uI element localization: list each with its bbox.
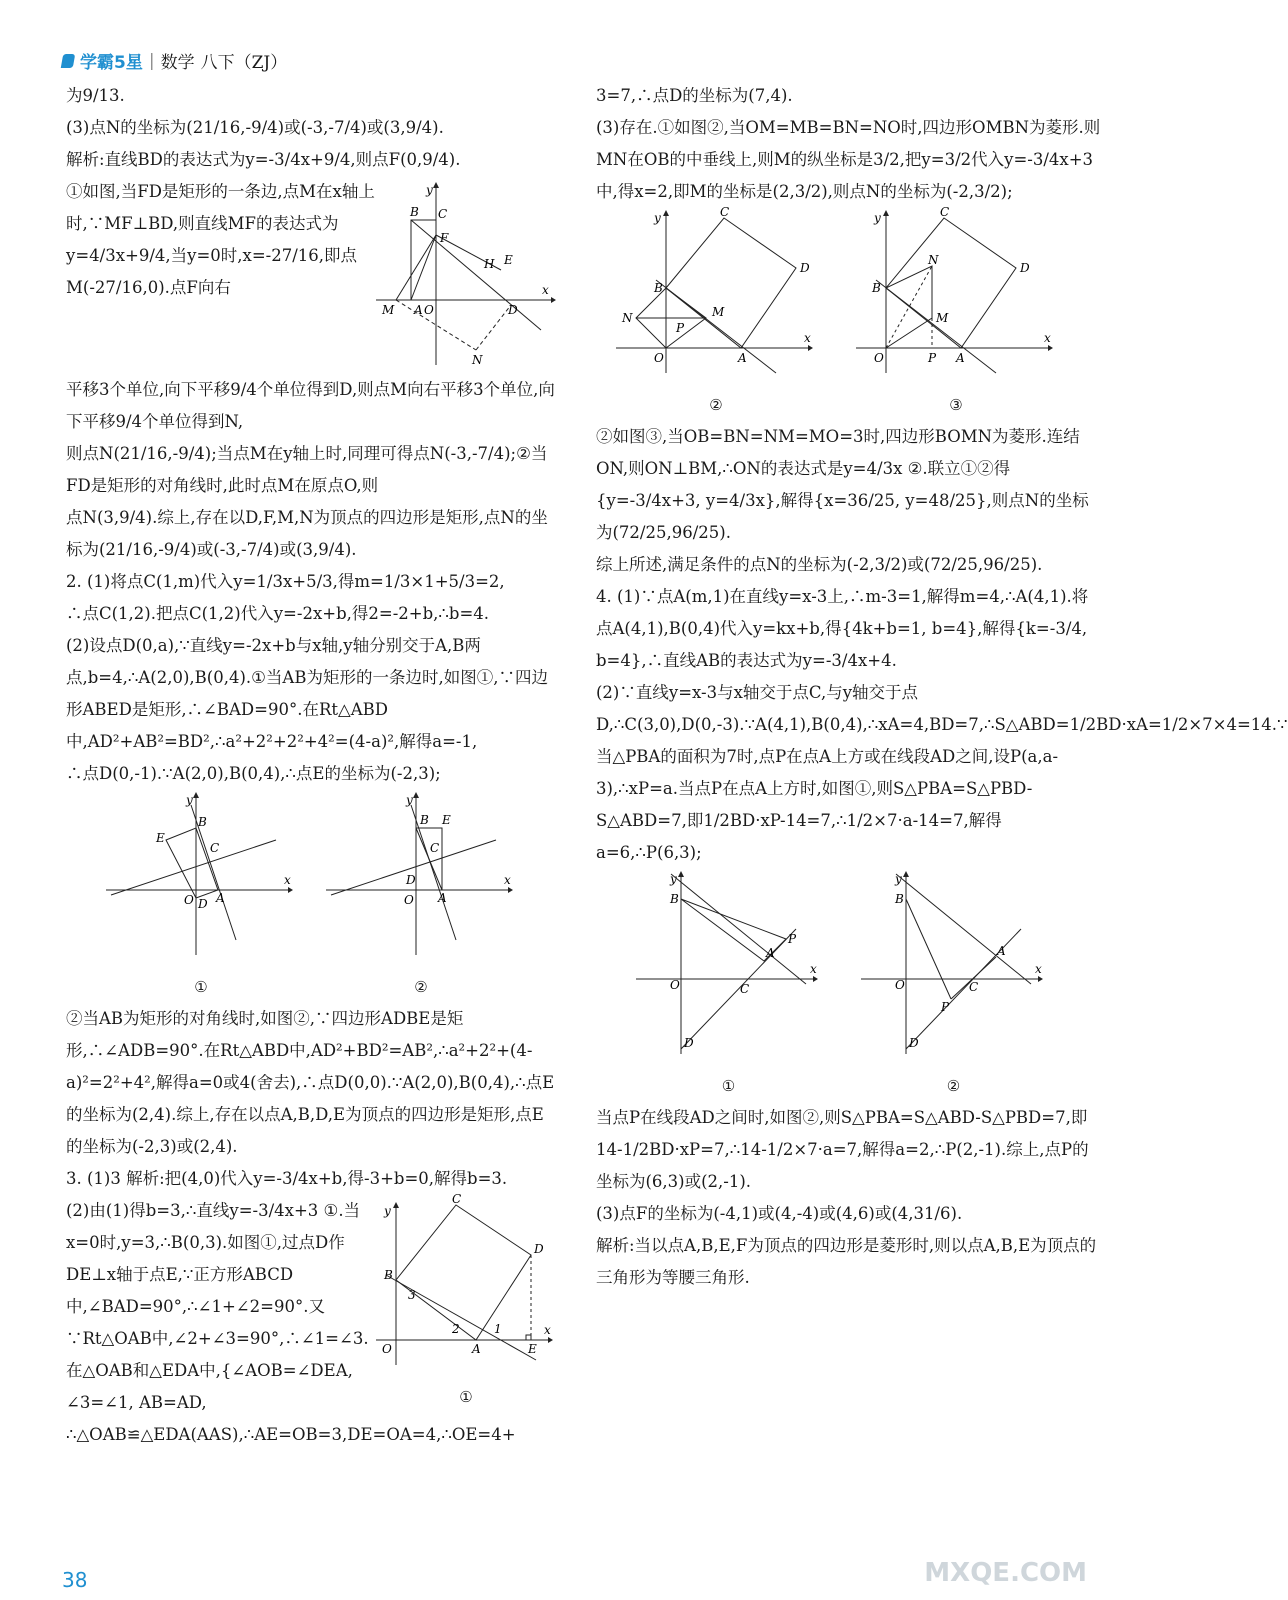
- text-l07: 点N(3,9/4).综上,存在以D,F,M,N为顶点的四边形是矩形,点N的坐标为(21/16,-9/4)或(-3,-7/4)或(3,9/4).: [66, 508, 548, 559]
- text-l09: ∴点C(1,2).把点C(1,2)代入y=-2x+b,得2=-2+b,∴b=4.: [66, 604, 490, 623]
- svg-text:y: y: [874, 211, 881, 225]
- text-l08: 2. (1)将点C(1,m)代入y=1/3x+5/3,得m=1/3×1+5/3=2,: [66, 572, 505, 591]
- svg-text:D: D: [198, 897, 208, 911]
- svg-text:B: B: [420, 813, 429, 827]
- svg-text:x: x: [542, 283, 549, 297]
- figure-q2-1: [106, 790, 296, 960]
- page-header: [62, 48, 287, 73]
- figure-q4-1: [636, 869, 821, 1059]
- svg-text:y: y: [654, 211, 661, 225]
- svg-text:P: P: [928, 351, 937, 365]
- svg-text:A: A: [216, 891, 225, 905]
- svg-text:B: B: [384, 1268, 393, 1282]
- svg-text:C: C: [740, 982, 750, 996]
- text-r08: (3)点F的坐标为(-4,1)或(4,-4)或(4,6)或(4,31/6).: [596, 1204, 963, 1223]
- text-l01: 为9/13.: [66, 86, 125, 105]
- svg-text:A: A: [438, 891, 447, 905]
- left-column: [66, 80, 556, 1451]
- figure-q3-2: [616, 205, 816, 378]
- svg-text:B: B: [670, 892, 679, 906]
- svg-text:A: A: [956, 351, 965, 365]
- text-l13: 3. (1)3 解析:把(4,0)代入y=-3/4x+b,得-3+b=0,解得b=3.: [66, 1169, 508, 1188]
- text-l03: 解析:直线BD的表达式为y=-3/4x+9/4,则点F(0,9/4).: [66, 150, 461, 169]
- svg-text:x: x: [1035, 962, 1042, 976]
- text-r04: 综上所述,满足条件的点N的坐标为(-2,3/2)或(72/25,96/25).: [596, 555, 1043, 574]
- figure-q3-3: [856, 205, 1056, 378]
- svg-text:H: H: [484, 257, 495, 271]
- text-r07: 当点P在线段AD之间时,如图②,则S△PBA=S△ABD-S△PBD=7,即14-1/2BD·xP=7,∴14-1/2×7·a=7,解得a=2,∴P(2,-1).综上,点P的坐标为(6,3)或(2,-1).: [596, 1108, 1089, 1191]
- svg-text:M: M: [712, 305, 725, 319]
- text-l04: ①如图,当FD是矩形的一条边,点M在x轴上时,∵MF⊥BD,则直线MF的表达式为y=4/3x+9/4,当y=0时,x=-27/16,即点M(-27/16,0).点F向右: [66, 182, 375, 297]
- figure-q1: [376, 180, 556, 370]
- svg-text:B: B: [895, 892, 904, 906]
- svg-text:y: y: [384, 1204, 391, 1218]
- svg-text:N: N: [928, 253, 939, 267]
- svg-text:D: D: [800, 261, 810, 275]
- svg-text:O: O: [404, 893, 414, 907]
- text-l11: ∴点D(0,-1).∵A(2,0),B(0,4),∴点E的坐标为(-2,3);: [66, 764, 441, 783]
- svg-text:2: 2: [452, 1322, 460, 1336]
- svg-text:E: E: [504, 253, 513, 267]
- svg-text:A: A: [997, 944, 1006, 958]
- svg-text:B: B: [410, 205, 419, 219]
- caption-q4-1: ①: [721, 1077, 736, 1095]
- svg-text:E: E: [156, 831, 165, 845]
- text-l12: ②当AB为矩形的对角线时,如图②,∵四边形ADBE是矩形,∴∠ADB=90°.在Rt△ABD中,AD²+BD²=AB²,∴a²+2²+(4-a)²=2²+4²,解得a=0或4(舍去),∴点D(0,0).∵A(2,0),B(0,4),∴点E的坐标为(2,4).综上,存在以点A,B,D,E为顶点的四边形是矩形,点E的坐标为(-2,3)或(2,4).: [66, 1009, 555, 1156]
- svg-text:M: M: [382, 303, 395, 317]
- svg-text:O: O: [382, 1342, 392, 1356]
- caption-q3-2: ②: [709, 396, 723, 414]
- svg-text:x: x: [504, 873, 511, 887]
- figure-q4-2: [861, 869, 1046, 1059]
- caption-q3-3: ③: [949, 396, 963, 414]
- svg-text:D: D: [508, 303, 518, 317]
- caption-q2-1: ①: [194, 978, 208, 996]
- svg-text:D: D: [1020, 261, 1030, 275]
- svg-text:O: O: [874, 351, 884, 365]
- svg-text:D: D: [684, 1036, 694, 1050]
- svg-text:C: C: [452, 1192, 462, 1206]
- text-r06: (2)∵直线y=x-3与x轴交于点C,与y轴交于点D,∴C(3,0),D(0,-3).∵A(4,1),B(0,4),∴xA=4,BD=7,∴S△ABD=1/2BD·xA=1/2×7×4=14.∵当△PBA的面积为7时,点P在点A上方或在线段AD之间,设P(a,a-3),∴xP=a.当点P在点A上方时,如图①,则S△PBA=S△PBD-S△ABD=7,即1/2BD·xP-14=7,∴1/2×7·a-14=7,解得a=6,∴P(6,3);: [596, 683, 1288, 862]
- svg-text:C: C: [940, 205, 950, 219]
- svg-text:B: B: [198, 815, 207, 829]
- svg-text:y: y: [406, 793, 413, 807]
- text-r03: ②如图③,当OB=BN=NM=MO=3时,四边形BOMN为菱形.连结ON,则ON⊥BM,∴ON的表达式是y=4/3x ②.联立①②得{y=-3/4x+3, y=4/3x},解得{x=36/25, y=48/25},则点N的坐标为(72/25,96/25).: [596, 427, 1089, 542]
- svg-text:P: P: [676, 321, 685, 335]
- svg-text:x: x: [284, 873, 291, 887]
- header-separator: |: [148, 50, 155, 71]
- svg-text:O: O: [424, 303, 434, 317]
- svg-text:x: x: [804, 331, 811, 345]
- svg-text:A: A: [472, 1342, 481, 1356]
- figure-q2-2: [326, 790, 516, 960]
- svg-text:C: C: [430, 841, 440, 855]
- subject: 数学: [160, 53, 195, 73]
- text-l02: (3)点N的坐标为(21/16,-9/4)或(-3,-7/4)或(3,9/4).: [66, 118, 444, 137]
- svg-text:N: N: [622, 311, 633, 325]
- svg-text:y: y: [670, 872, 677, 886]
- brand-logo-icon: [61, 54, 75, 68]
- caption-q3-1: ①: [459, 1388, 473, 1406]
- figure-q3-1: [376, 1192, 556, 1370]
- svg-text:1: 1: [494, 1322, 502, 1336]
- text-l05: 平移3个单位,向下平移9/4个单位得到D,则点M向右平移3个单位,向下平移9/4个单位得到N,: [66, 380, 555, 431]
- svg-text:E: E: [528, 1342, 537, 1356]
- brand-name: 学霸5星: [80, 53, 143, 73]
- svg-text:O: O: [670, 978, 680, 992]
- text-r02: (3)存在.①如图②,当OM=MB=BN=NO时,四边形OMBN为菱形.则MN在OB的中垂线上,则M的纵坐标是3/2,把y=3/2代入y=-3/4x+3中,得x=2,即M的坐标是(2,3/2),则点N的坐标为(-2,3/2);: [596, 118, 1101, 201]
- svg-text:N: N: [472, 353, 483, 367]
- caption-q4-2: ②: [946, 1077, 961, 1095]
- svg-text:D: D: [406, 873, 416, 887]
- svg-text:O: O: [895, 978, 905, 992]
- svg-text:x: x: [810, 962, 817, 976]
- svg-text:D: D: [534, 1242, 544, 1256]
- text-l14: (2)由(1)得b=3,∴直线y=-3/4x+3 ①.当x=0时,y=3,∴B(0,3).如图①,过点D作DE⊥x轴于点E,∵正方形ABCD中,∠BAD=90°,∴∠1+∠2=90°.又∵Rt△OAB中,∠2+∠3=90°,∴∠1=∠3.在△OAB和△EDA中,{∠AOB=∠DEA, ∠3=∠1, AB=AD,: [66, 1201, 369, 1412]
- text-l15: ∴△OAB≌△EDA(AAS),∴AE=OB=3,DE=OA=4,∴OE=4+: [66, 1425, 516, 1444]
- svg-text:C: C: [438, 207, 448, 221]
- page-number: 38: [62, 1568, 88, 1592]
- svg-text:A: A: [738, 351, 747, 365]
- svg-text:M: M: [936, 311, 949, 325]
- svg-text:B: B: [872, 281, 881, 295]
- svg-text:E: E: [442, 813, 451, 827]
- svg-text:O: O: [184, 893, 194, 907]
- svg-text:C: C: [969, 980, 979, 994]
- text-l06: 则点N(21/16,-9/4);当点M在y轴上时,同理可得点N(-3,-7/4);②当FD是矩形的对角线时,此时点M在原点O,则: [66, 444, 548, 495]
- svg-text:P: P: [941, 1000, 950, 1014]
- grade: 八下（ZJ）: [200, 53, 288, 73]
- text-r01: 3=7,∴点D的坐标为(7,4).: [596, 86, 793, 105]
- svg-text:y: y: [426, 183, 433, 197]
- text-r05: 4. (1)∵点A(m,1)在直线y=x-3上,∴m-3=1,解得m=4,∴A(4,1).将点A(4,1),B(0,4)代入y=kx+b,得{4k+b=1, b=4},解得{k=-3/4, b=4},∴直线AB的表达式为y=-3/4x+4.: [596, 587, 1089, 670]
- svg-text:D: D: [909, 1036, 919, 1050]
- svg-text:x: x: [544, 1323, 551, 1337]
- svg-text:y: y: [186, 793, 193, 807]
- svg-text:y: y: [895, 872, 902, 886]
- caption-q2-2: ②: [414, 978, 428, 996]
- svg-text:O: O: [654, 351, 664, 365]
- svg-text:B: B: [654, 281, 663, 295]
- watermark: MXQE.COM: [924, 1558, 1087, 1588]
- text-l10: (2)设点D(0,a),∵直线y=-2x+b与x轴,y轴分别交于A,B两点,b=4,∴A(2,0),B(0,4).①当AB为矩形的一条边时,如图①,∵四边形ABED是矩形,∴∠BAD=90°.在Rt△ABD中,AD²+AB²=BD²,∴a²+2²+2²+4²=(4-a)²,解得a=-1,: [66, 636, 548, 751]
- text-r09: 解析:当以点A,B,E,F为顶点的四边形是菱形时,则以点A,B,E为顶点的三角形为等腰三角形.: [596, 1236, 1097, 1287]
- svg-text:A: A: [766, 946, 775, 960]
- svg-text:C: C: [720, 205, 730, 219]
- svg-text:x: x: [1044, 331, 1051, 345]
- svg-text:3: 3: [408, 1288, 416, 1302]
- svg-text:A: A: [414, 303, 423, 317]
- svg-text:P: P: [788, 932, 797, 946]
- right-column: [596, 80, 1288, 1294]
- svg-text:C: C: [210, 841, 220, 855]
- svg-text:F: F: [440, 231, 449, 245]
